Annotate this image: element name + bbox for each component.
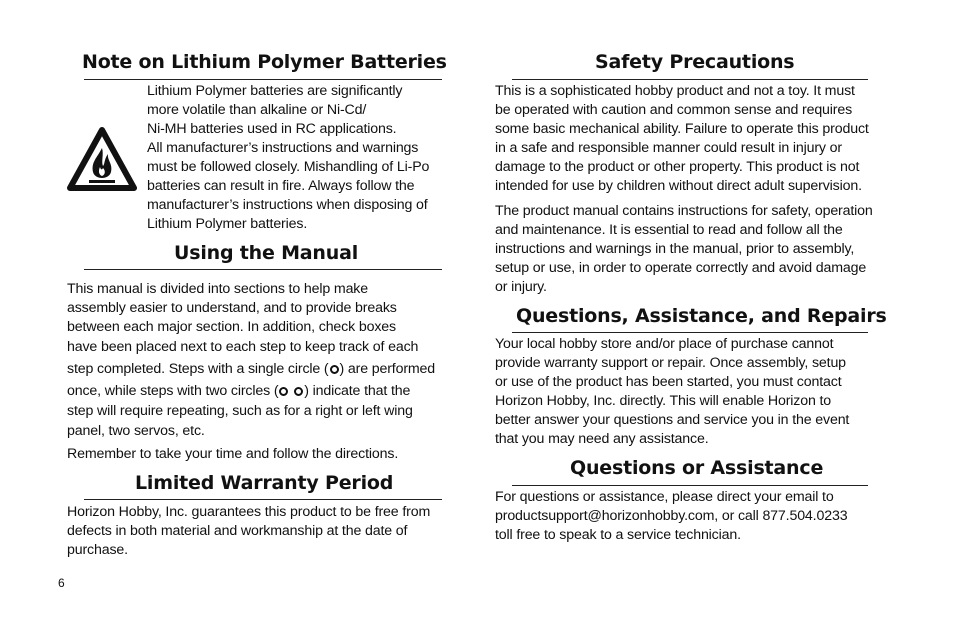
lipo-line: more volatile than alkaline or Ni-Cd/ (147, 102, 367, 118)
manual-line-part: ) indicate that the (304, 383, 411, 399)
lipo-line: batteries can result in fire. Always follow the (147, 178, 415, 194)
lipo-heading-rule (84, 79, 442, 80)
manual-line (67, 360, 435, 379)
assistance-line: toll free to speak to a service technician. (495, 527, 741, 543)
safety-line: intended for use by children without direct adult supervision. (495, 178, 862, 194)
manual-remember: Remember to take your time and follow the directions. (67, 446, 399, 462)
manual-line: have been placed next to each step to keep track of each (67, 339, 419, 355)
safety-line: some basic mechanical ability. Failure to operate this product (495, 121, 869, 137)
manual-line: assembly easier to understand, and to provide breaks (67, 300, 397, 316)
repairs-heading-rule (512, 332, 868, 333)
repairs-line: or use of the product has been started, you must contact (495, 374, 842, 390)
assistance-line: For questions or assistance, please direct your email to (495, 489, 834, 505)
safety-line: The product manual contains instructions for safety, operation (495, 203, 873, 219)
circle-icon (294, 387, 303, 396)
lipo-line: manufacturer’s instructions when disposing of (147, 197, 428, 213)
assistance-heading: Questions or Assistance (570, 457, 824, 479)
circle-icon (279, 387, 288, 396)
repairs-line: that you may need any assistance. (495, 431, 709, 447)
safety-line: be operated with caution and common sense and requires (495, 102, 853, 118)
manual-line: between each major section. In addition, check boxes (67, 319, 396, 335)
manual-heading: Using the Manual (174, 242, 359, 264)
warranty-heading: Limited Warranty Period (135, 472, 394, 494)
safety-heading-rule (512, 79, 868, 80)
manual-heading-rule (84, 269, 442, 270)
assistance-line: productsupport@horizonhobby.com, or call 877.504.0233 (495, 508, 848, 524)
warranty-line: Horizon Hobby, Inc. guarantees this product to be free from (67, 504, 431, 520)
warranty-line: purchase. (67, 542, 128, 558)
safety-line: or injury. (495, 279, 547, 295)
safety-heading: Safety Precautions (595, 51, 795, 73)
manual-line: step will require repeating, such as for a right or left wing (67, 403, 413, 419)
warranty-line: defects in both material and workmanship at the date of (67, 523, 408, 539)
lipo-heading: Note on Lithium Polymer Batteries (82, 51, 447, 73)
lipo-line: must be followed closely. Mishandling of Li-Po (147, 159, 430, 175)
manual-line (67, 382, 410, 401)
safety-line: setup or use, in order to operate correctly and avoid damage (495, 260, 867, 276)
manual-line-part: ) are performed (339, 361, 436, 377)
manual-line: panel, two servos, etc. (67, 423, 205, 439)
lipo-line: Lithium Polymer batteries. (147, 216, 308, 232)
manual-line-part: step completed. Steps with a single circle ( (67, 361, 329, 377)
repairs-heading: Questions, Assistance, and Repairs (516, 305, 887, 327)
flammable-warning-icon (67, 126, 137, 197)
lipo-line: Ni-MH batteries used in RC applications. (147, 121, 397, 137)
repairs-line: provide warranty support or repair. Once assembly, setup (495, 355, 846, 371)
page-number: 6 (58, 576, 65, 590)
repairs-line: Horizon Hobby, Inc. directly. This will enable Horizon to (495, 393, 832, 409)
lipo-line: All manufacturer’s instructions and warnings (147, 140, 419, 156)
repairs-line: Your local hobby store and/or place of purchase cannot (495, 336, 834, 352)
safety-line: instructions and warnings in the manual, prior to assembly, (495, 241, 855, 257)
lipo-line: Lithium Polymer batteries are significantly (147, 83, 403, 99)
assistance-heading-rule (512, 485, 868, 486)
safety-line: in a safe and responsible manner could result in injury or (495, 140, 842, 156)
manual-line-part: once, while steps with two circles ( (67, 383, 279, 399)
safety-line: and maintenance. It is essential to read and follow all the (495, 222, 843, 238)
single-circle-icon (330, 365, 339, 374)
warranty-heading-rule (84, 499, 442, 500)
safety-line: damage to the product or other property. This product is not (495, 159, 860, 175)
manual-line: This manual is divided into sections to help make (67, 281, 368, 297)
repairs-line: better answer your questions and service you in the event (495, 412, 850, 428)
safety-line: This is a sophisticated hobby product and not a toy. It must (495, 83, 855, 99)
